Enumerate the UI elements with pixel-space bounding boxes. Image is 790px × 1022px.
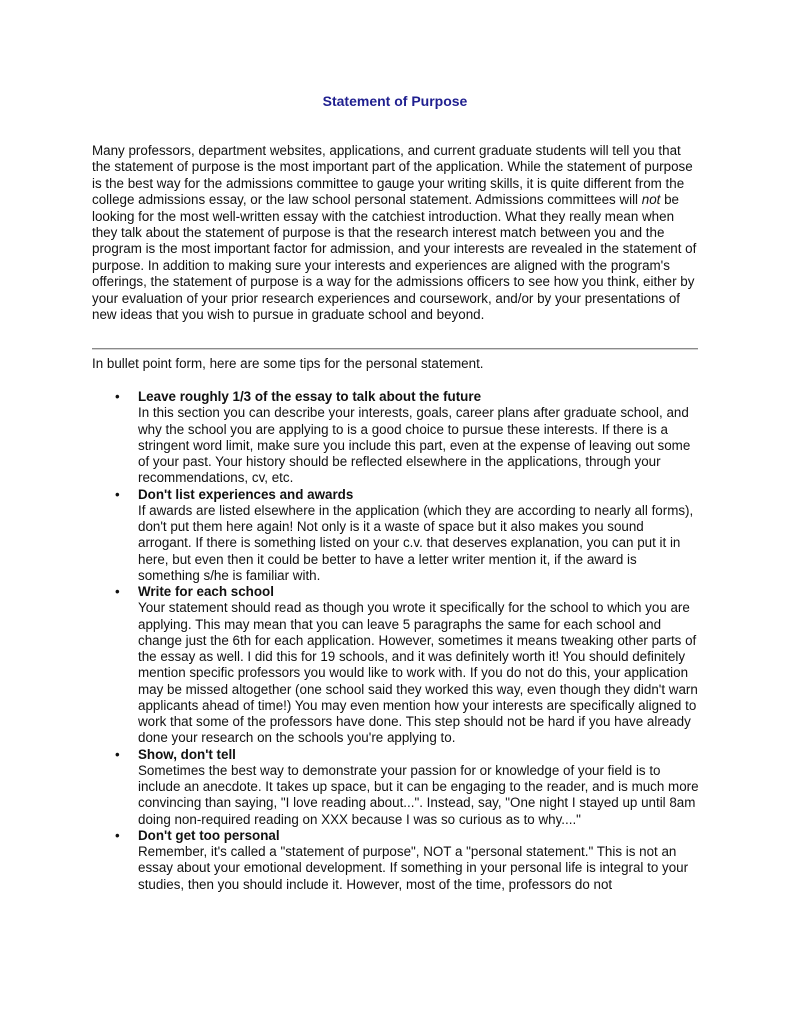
tip-body: In this section you can describe your interests, goals, career plans after graduate school, and why the school you are applying to is a good choice to pursue these interests. If there is a stringent word limit, make sure you include this part, even at the expense of leaving out some of your past. Your history should be reflected elsewhere in the applications, through your recommendations, cv, etc. xyxy=(138,405,691,486)
tips-intro: In bullet point form, here are some tips for the personal statement. xyxy=(92,356,484,371)
intro-text-part-1: Many professors, department websites, applications, and current graduate students will tell you that the statement of purpose is the most important part of the application. While the statement of purpose is the best way for the admissions committee to gauge your writing skills, it is quite different from the college admissions essay, or the law school personal statement. Admissions committees will xyxy=(92,143,693,208)
tip-body: If awards are listed elsewhere in the application (which they are according to nearly all forms), don't put them here again! Not only is it a waste of space but it also makes you sound arrogant. If there is something listed on your c.v. that deserves explanation, you can put it in here, but even then it could be better to have a letter writer mention it, if the award is something s/he is familiar with. xyxy=(138,502,694,583)
tip-item xyxy=(0,828,700,893)
bullet-icon: • xyxy=(115,486,120,502)
intro-paragraph xyxy=(92,143,700,323)
bullet-icon: • xyxy=(115,389,120,404)
tip-item xyxy=(0,584,700,747)
bullet-icon: • xyxy=(115,746,120,762)
intro-emphasis: not xyxy=(641,192,661,208)
tip-body: Remember, it's called a "statement of purpose", NOT a "personal statement." This is not an essay about your emotional development. If something in your personal life is integral to your studies, then you should include it. However, most of the time, professors do not xyxy=(138,844,689,892)
tip-heading: Leave roughly 1/3 of the essay to talk about the future xyxy=(138,389,482,404)
intro-text-part-2: be looking for the most well-written essay with the catchiest introduction. What they really mean when they talk about the statement of purpose is that the research interest match between you and the program is the most important factor for admission, and your interests are revealed in the statement of purpose. In addition to making sure your interests and experiences are aligned with the program's offerings, the statement of purpose is a way for the admissions officers to see how you think, either by your evaluation of your prior research experiences and coursework, and/or by your presentations of new ideas that you wish to pursue in graduate school and beyond. xyxy=(92,192,697,323)
tip-body: Your statement should read as though you wrote it specifically for the school to which you are applying. This may mean that you can leave 5 paragraphs the same for each school and change just the 6th for each application. However, sometimes it means tweaking other parts of the essay as well. I did this for 19 schools, and it was definitely worth it! You should definitely mention specific professors you would like to work with. If you do not do this, your application may be missed altogether (one school said they worked this way, even though they didn't warn applicants ahead of time!) You may even mention how your interests are specifically aligned to work that some of the professors have done. This step should not be hard if you have already done your research on the schools you're applying to. xyxy=(138,600,698,746)
tip-heading: Write for each school xyxy=(138,584,274,599)
tips-list xyxy=(0,389,790,893)
tip-body: Sometimes the best way to demonstrate your passion for or knowledge of your field is to include an anecdote. It takes up space, but it can be engaging to the reader, and is much more convincing than saying, "I love reading about...". Instead, say, "One night I stayed up until 8am doing non-required reading on XXX because I was so curious as to why...." xyxy=(138,762,699,827)
tip-heading: Don't list experiences and awards xyxy=(138,486,354,502)
bullet-icon: • xyxy=(115,584,120,599)
bullet-icon: • xyxy=(115,827,120,843)
tip-heading: Don't get too personal xyxy=(138,827,280,843)
tip-heading: Show, don't tell xyxy=(138,746,236,762)
document-title: Statement of Purpose xyxy=(322,93,468,109)
tip-item xyxy=(0,747,700,828)
tip-item xyxy=(0,487,700,585)
tip-item xyxy=(0,389,700,487)
horizontal-divider xyxy=(92,348,698,350)
